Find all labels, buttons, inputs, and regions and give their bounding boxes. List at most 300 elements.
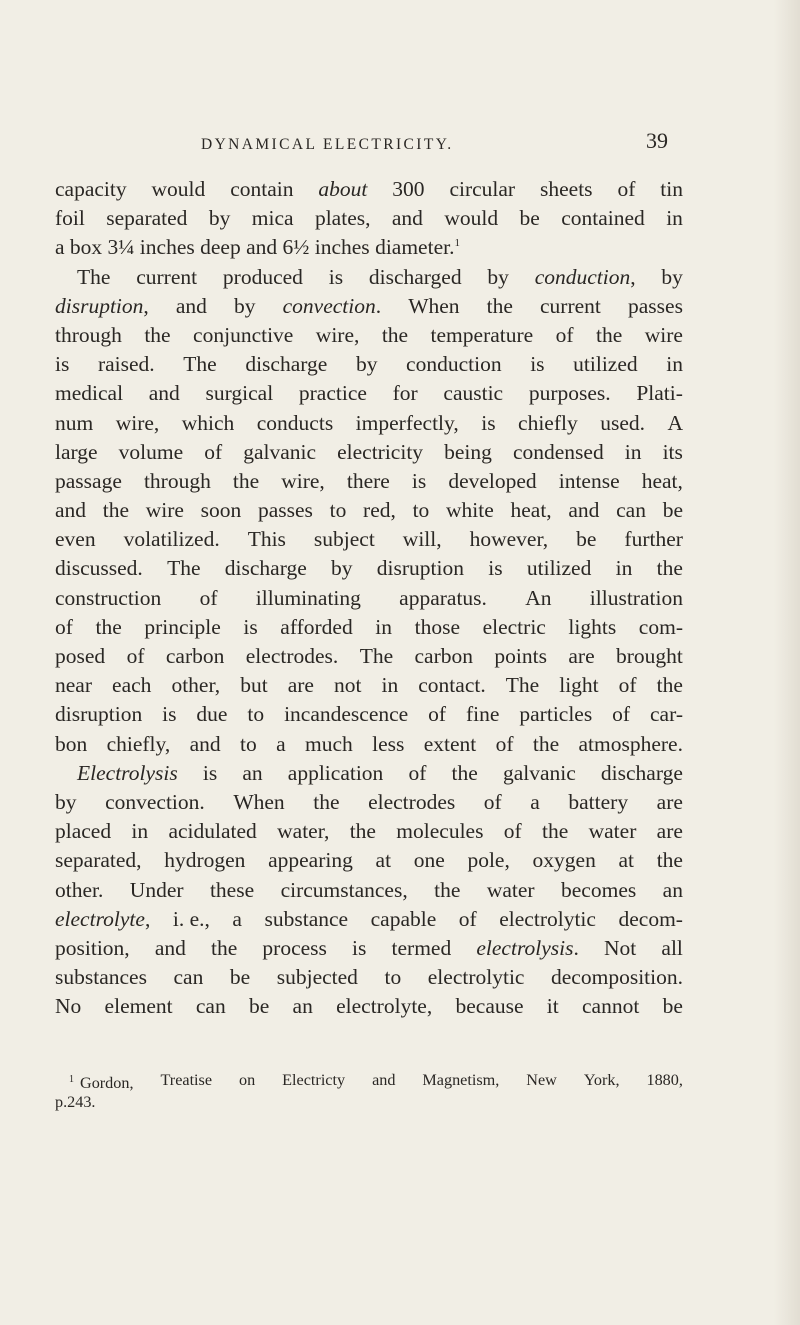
word: inches — [314, 235, 376, 260]
word: wire, — [281, 468, 325, 493]
text-line — [55, 905, 683, 934]
word: by — [208, 206, 231, 231]
word: hydrogen — [164, 848, 246, 873]
word: water — [486, 877, 535, 902]
word: the — [144, 322, 171, 347]
word: in — [381, 673, 399, 698]
word: No — [55, 994, 82, 1019]
word: points — [494, 644, 547, 668]
word: of — [204, 439, 223, 464]
word: current — [136, 264, 198, 289]
word: New — [526, 1071, 557, 1089]
word: Electrolysis — [77, 760, 178, 785]
word: are — [656, 789, 683, 814]
word: Not — [604, 935, 637, 960]
word: capacity — [55, 177, 127, 201]
word: and — [55, 498, 87, 523]
word: The — [183, 352, 217, 377]
word: subjected — [276, 965, 358, 990]
word: The — [167, 556, 201, 581]
word: of — [408, 760, 427, 785]
word: will, — [402, 527, 442, 552]
word: through — [55, 322, 122, 347]
word: and — [148, 381, 180, 406]
text-line — [55, 175, 683, 204]
word: is — [328, 264, 344, 289]
word: mica — [251, 206, 294, 231]
word: Plati- — [636, 381, 683, 406]
word: of — [503, 819, 522, 844]
text-line — [55, 233, 683, 262]
word: in — [666, 206, 683, 231]
word: each — [112, 673, 152, 698]
word: battery — [568, 789, 629, 814]
word: p. — [55, 1093, 68, 1111]
word: plates, — [314, 206, 371, 231]
text-line — [55, 700, 683, 729]
word: is — [162, 702, 177, 727]
word: which — [181, 410, 235, 435]
word: condensed — [512, 439, 604, 464]
word: much — [304, 731, 353, 756]
word: foil — [55, 206, 85, 231]
text-line — [55, 671, 683, 700]
word: utilized — [573, 352, 638, 377]
word: further — [624, 527, 683, 552]
word: termed — [391, 935, 452, 960]
word: surgical — [205, 381, 274, 406]
word: inches — [139, 235, 201, 260]
word: an — [242, 760, 263, 785]
word: to — [329, 498, 347, 523]
word: used. — [600, 410, 645, 435]
word: appearing — [268, 848, 353, 873]
word: box — [69, 235, 108, 260]
word: but — [240, 673, 268, 698]
word: brought — [616, 644, 683, 668]
word: soon — [200, 498, 242, 523]
word: water, — [277, 819, 330, 844]
word: disruption — [376, 556, 464, 581]
word: are — [656, 819, 683, 844]
word: sheets — [540, 177, 593, 201]
word: even — [55, 527, 96, 552]
word: illustration — [589, 585, 683, 610]
word: cannot — [582, 994, 640, 1019]
word: being — [444, 439, 492, 464]
word: the — [656, 848, 683, 873]
word: caustic — [443, 381, 504, 406]
footnote-reference[interactable]: 1 — [454, 237, 460, 250]
word: a — [530, 789, 540, 814]
text-line — [55, 438, 683, 467]
word: of — [458, 906, 477, 931]
word: 3¼ — [107, 235, 140, 260]
word: at — [618, 848, 635, 873]
word: capable — [370, 906, 437, 931]
word: electrolyte, — [55, 906, 151, 931]
word: principle — [144, 614, 221, 639]
word: extent — [423, 731, 477, 756]
word: volatilized. — [123, 527, 220, 552]
word: heat, — [641, 468, 683, 493]
word: the — [232, 468, 260, 493]
word: of — [199, 585, 218, 610]
word: through — [143, 468, 211, 493]
word: near — [55, 673, 92, 698]
word: of — [126, 644, 145, 668]
word: temperature — [430, 322, 534, 347]
text-line — [55, 409, 683, 438]
word: by — [355, 352, 378, 377]
text-line — [55, 817, 683, 846]
text-line — [55, 263, 683, 292]
word: contained — [561, 206, 645, 231]
word: a — [232, 906, 242, 931]
word: This — [247, 527, 286, 552]
page-number: 39 — [646, 128, 668, 153]
word: posed — [55, 644, 106, 668]
word: be — [662, 498, 683, 523]
word: process — [262, 935, 327, 960]
word: by — [331, 556, 353, 581]
word: of — [55, 614, 73, 639]
word: of — [483, 789, 502, 814]
word: the — [349, 819, 376, 844]
word: in — [666, 352, 683, 377]
word: position, — [55, 935, 130, 960]
word: electric — [482, 614, 546, 639]
word: electricity — [337, 439, 424, 464]
text-line — [55, 496, 683, 525]
word: When — [233, 789, 285, 814]
word: be — [519, 206, 540, 231]
word: medical — [55, 381, 124, 406]
word: be — [248, 994, 270, 1019]
word: conduction — [406, 352, 502, 377]
word: in — [375, 614, 393, 639]
word: placed — [55, 819, 112, 844]
word: electrolytic — [499, 906, 596, 931]
word: and — [189, 731, 221, 756]
word: all — [661, 935, 683, 960]
word: the — [596, 322, 623, 347]
word: chiefly, — [106, 731, 171, 756]
footnote-line — [55, 1069, 683, 1091]
text-line — [55, 876, 683, 905]
word: pole, — [467, 848, 510, 873]
word: an — [662, 877, 683, 902]
word: can — [616, 498, 646, 523]
word: is — [411, 468, 427, 493]
word: be — [229, 965, 251, 990]
word: red, — [363, 498, 396, 523]
word: of — [617, 177, 636, 201]
word: is — [488, 556, 503, 581]
word: a — [276, 731, 286, 756]
word: for — [392, 381, 418, 406]
word: those — [414, 614, 460, 639]
word: the — [451, 760, 478, 785]
text-line — [55, 788, 683, 817]
word: contain — [230, 177, 294, 201]
word: less — [372, 731, 405, 756]
word: deep — [200, 235, 247, 260]
word: by — [661, 264, 683, 289]
word: i. e., — [172, 906, 210, 931]
word: apparatus. — [399, 585, 487, 610]
word: disruption, — [55, 293, 149, 318]
word: produced — [222, 264, 303, 289]
word: can — [173, 965, 204, 990]
word: by — [55, 789, 77, 814]
word: element — [104, 994, 173, 1019]
word: York, — [583, 1071, 620, 1089]
word: to — [247, 702, 265, 727]
text-line — [55, 467, 683, 496]
word: be — [576, 527, 597, 552]
word: at — [375, 848, 392, 873]
word: intense — [558, 468, 620, 493]
word: wire, — [315, 322, 360, 347]
word: passes — [628, 293, 683, 318]
word: are — [568, 644, 595, 668]
word: $^1$ Gordon, — [69, 1074, 134, 1092]
word: these — [209, 877, 255, 902]
word: separated, — [55, 848, 142, 873]
word: a — [55, 235, 70, 260]
word: the — [211, 935, 238, 960]
word: separated — [106, 206, 188, 231]
word: galvanic — [243, 439, 317, 464]
word: decom- — [618, 906, 683, 931]
word: one — [413, 848, 445, 873]
word: molecules — [396, 819, 484, 844]
word: the — [95, 614, 122, 639]
word: electrodes. — [245, 644, 339, 668]
word: light — [559, 673, 599, 698]
word: circumstances, — [280, 877, 408, 902]
word: incandescence — [284, 702, 409, 727]
word: water — [588, 819, 637, 844]
word: bon — [55, 731, 88, 756]
text-line — [55, 525, 683, 554]
word: particles — [519, 702, 593, 727]
word: discharged — [368, 264, 462, 289]
word: atmosphere. — [578, 731, 683, 756]
word: current — [540, 293, 601, 318]
word: 6½ — [282, 235, 315, 260]
word: convection. — [282, 293, 382, 318]
word: 300 — [392, 177, 425, 201]
word: in — [615, 556, 633, 581]
text-line — [55, 613, 683, 642]
word: disruption — [55, 702, 143, 727]
text-line — [55, 992, 683, 1021]
word: discharge — [224, 556, 307, 581]
word: substance — [264, 906, 349, 931]
text-line — [55, 379, 683, 408]
word: substances — [55, 965, 147, 990]
word: an — [292, 994, 313, 1019]
word: diameter.$^1$ — [375, 235, 460, 260]
text-line — [55, 350, 683, 379]
word: wire — [644, 322, 683, 347]
word: passes — [257, 498, 313, 523]
word: white — [446, 498, 494, 523]
word: are — [287, 673, 314, 698]
word: electrolytic — [427, 965, 525, 990]
word: not — [333, 673, 362, 698]
text-line — [55, 730, 683, 759]
word: and — [391, 206, 423, 231]
word: and — [175, 293, 207, 318]
text-line — [55, 934, 683, 963]
word: to — [412, 498, 430, 523]
word: com- — [638, 614, 683, 639]
footnote — [55, 1069, 683, 1113]
word: 1880, — [646, 1071, 683, 1089]
word: tin — [660, 177, 683, 201]
word: because — [455, 994, 524, 1019]
word: fine — [466, 702, 500, 727]
word: lights — [568, 614, 617, 639]
word: electrolyte, — [336, 994, 433, 1019]
word: by — [234, 293, 256, 318]
word: construction — [55, 585, 162, 610]
word: the — [102, 498, 130, 523]
word: is — [243, 614, 258, 639]
word: is — [481, 410, 496, 435]
text-line — [55, 846, 683, 875]
text-line — [55, 759, 683, 788]
word: carbon — [414, 644, 474, 668]
word: practice — [298, 381, 367, 406]
footnote-line — [55, 1091, 683, 1113]
word: convection. — [105, 789, 205, 814]
word: The — [359, 644, 394, 668]
word: car- — [650, 702, 683, 727]
word: 243. — [67, 1093, 96, 1111]
word: the — [486, 293, 513, 318]
word: Magnetism, — [422, 1071, 500, 1089]
word: Electricty — [282, 1071, 346, 1089]
word: however, — [469, 527, 549, 552]
word: A — [667, 410, 683, 435]
word: discharge — [600, 760, 683, 785]
word: purposes. — [528, 381, 611, 406]
word: chiefly — [518, 410, 578, 435]
word: becomes — [561, 877, 637, 902]
word: conducts — [256, 410, 334, 435]
word: developed — [448, 468, 537, 493]
word: electrodes — [368, 789, 456, 814]
footnote-marker: 1 — [69, 1074, 74, 1085]
word: wire, — [115, 410, 160, 435]
text-line — [55, 321, 683, 350]
word: num — [55, 410, 94, 435]
word: is — [202, 760, 218, 785]
word: Under — [129, 877, 184, 902]
word: galvanic — [502, 760, 576, 785]
word: of — [428, 702, 447, 727]
word: other. — [55, 877, 104, 902]
word: discharge — [245, 352, 328, 377]
word: Treatise — [160, 1071, 213, 1089]
text-line — [55, 292, 683, 321]
word: afforded — [280, 614, 353, 639]
text-line — [55, 554, 683, 583]
word: of — [555, 322, 574, 347]
word: can — [195, 994, 226, 1019]
word: the — [434, 877, 461, 902]
word: oxygen — [532, 848, 596, 873]
body-text — [55, 175, 683, 1021]
word: due — [196, 702, 228, 727]
word: illuminating — [255, 585, 361, 610]
word: electrolysis. — [476, 935, 579, 960]
word: and — [372, 1071, 396, 1089]
word: circular — [449, 177, 516, 201]
word: discussed. — [55, 556, 143, 581]
word: An — [525, 585, 552, 610]
word: and — [246, 235, 283, 260]
word: of — [618, 673, 637, 698]
word: heat, — [510, 498, 552, 523]
word: imperfectly, — [355, 410, 459, 435]
word: it — [546, 994, 559, 1019]
word: the — [656, 673, 683, 698]
word: the — [313, 789, 340, 814]
word: carbon — [165, 644, 225, 668]
word: the — [542, 819, 569, 844]
word: is — [530, 352, 545, 377]
word: is — [352, 935, 367, 960]
word: the — [532, 731, 560, 756]
word: acidulated — [168, 819, 257, 844]
word: wire — [145, 498, 184, 523]
word: and — [568, 498, 600, 523]
word: subject — [313, 527, 375, 552]
word: application — [287, 760, 384, 785]
text-line — [55, 642, 683, 671]
word: The — [77, 264, 111, 289]
word: on — [239, 1071, 256, 1089]
word: its — [662, 439, 683, 464]
word: of — [495, 731, 514, 756]
word: in — [624, 439, 642, 464]
word: the — [656, 556, 683, 581]
word: to — [240, 731, 257, 756]
word: be — [662, 994, 683, 1019]
word: contact. — [418, 673, 486, 698]
word: to — [384, 965, 402, 990]
word: the — [381, 322, 409, 347]
text-line — [55, 584, 683, 613]
word: conjunctive — [193, 322, 294, 347]
word: is — [55, 352, 70, 377]
word: would — [151, 177, 206, 201]
word: volume — [118, 439, 184, 464]
word: The — [505, 673, 540, 698]
word: passage — [55, 468, 122, 493]
word: When — [408, 293, 460, 318]
text-line — [55, 204, 683, 233]
text-line — [55, 963, 683, 992]
word: utilized — [526, 556, 592, 581]
word: and — [154, 935, 186, 960]
word: would — [444, 206, 499, 231]
